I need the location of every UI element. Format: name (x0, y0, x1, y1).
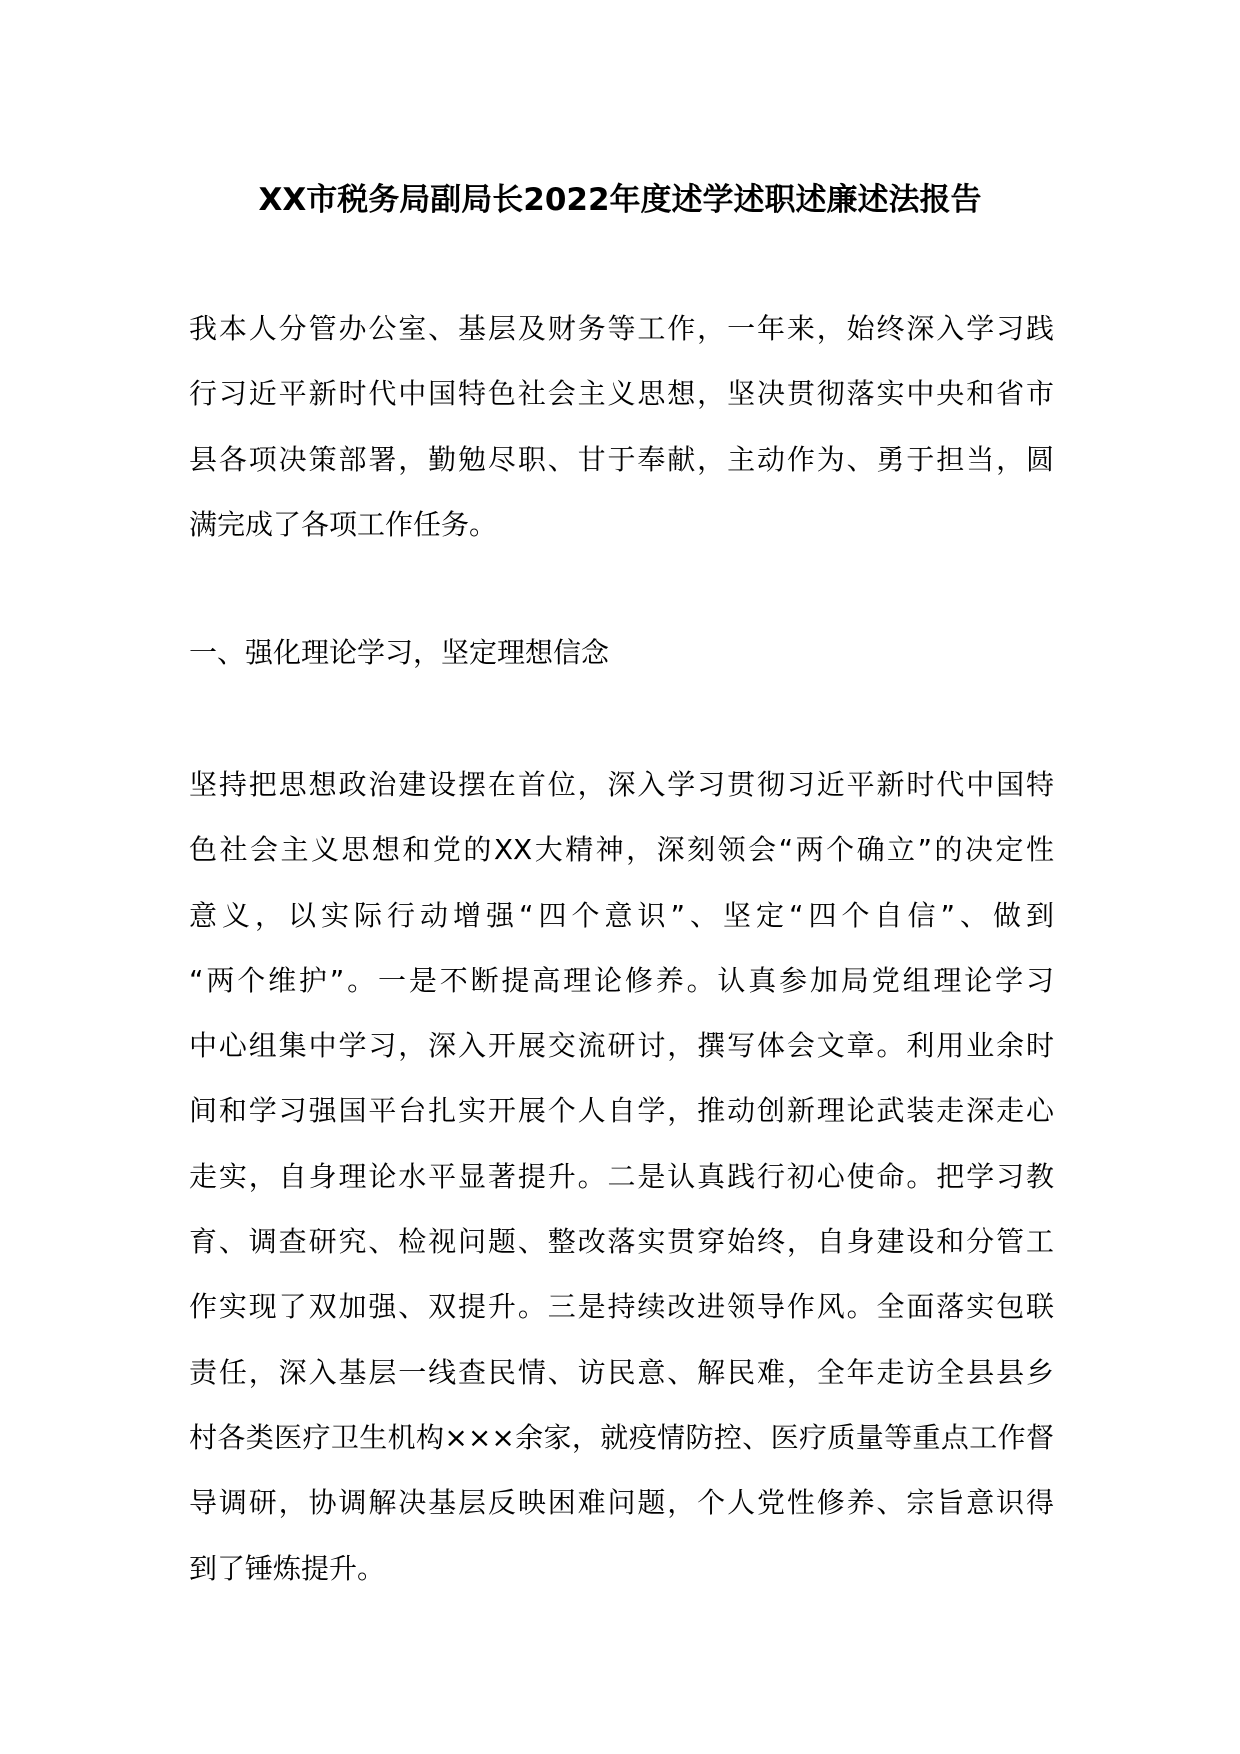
text-line: 导调研，协调解决基层反映困难问题，个人党性修养、宗旨意识得 (189, 1486, 1054, 1520)
document-title: XX市税务局副局长2022年度述学述职述廉述法报告 (258, 182, 982, 218)
text-line: 意义，以实际行动增强“四个意识”、坚定“四个自信”、做到 (189, 898, 1054, 932)
section-paragraph (189, 752, 1054, 1601)
text-line: 育、调查研究、检视问题、整改落实贯穿始终，自身建设和分管工 (189, 1225, 1054, 1259)
text-line: 到了锤炼提升。 (189, 1551, 386, 1585)
text-line: 责任，深入基层一线查民情、访民意、解民难，全年走访全县县乡 (189, 1355, 1054, 1389)
text-line: 我本人分管办公室、基层及财务等工作，一年来，始终深入学习践 (189, 312, 1054, 345)
text-line: 行习近平新时代中国特色社会主义思想，坚决贯彻落实中央和省市 (189, 377, 1054, 411)
text-line: 间和学习强国平台扎实开展个人自学，推动创新理论武装走深走心 (189, 1094, 1054, 1128)
text-line: 坚持把思想政治建设摆在首位，深入学习贯彻习近平新时代中国特 (189, 768, 1054, 801)
text-line: 村各类医疗卫生机构×××余家，就疫情防控、医疗质量等重点工作督 (189, 1420, 1054, 1454)
text-line: 作实现了双加强、双提升。三是持续改进领导作风。全面落实包联 (189, 1290, 1054, 1324)
text-line: 走实，自身理论水平显著提升。二是认真践行初心使命。把学习教 (189, 1159, 1054, 1193)
text-line: 中心组集中学习，深入开展交流研讨，撰写体会文章。利用业余时 (189, 1029, 1054, 1063)
text-line: 县各项决策部署，勤勉尽职、甘于奉献，主动作为、勇于担当，圆 (189, 442, 1054, 476)
intro-paragraph (189, 296, 1054, 557)
section-heading (189, 620, 1054, 685)
section-heading-text: 一、强化理论学习，坚定理想信念 (189, 636, 610, 669)
text-line: 色社会主义思想和党的XX大精神，深刻领会“两个确立”的决定性 (189, 833, 1054, 867)
text-line: “两个维护”。一是不断提高理论修养。认真参加局党组理论学习 (189, 963, 1054, 997)
text-line: 满完成了各项工作任务。 (189, 507, 498, 541)
